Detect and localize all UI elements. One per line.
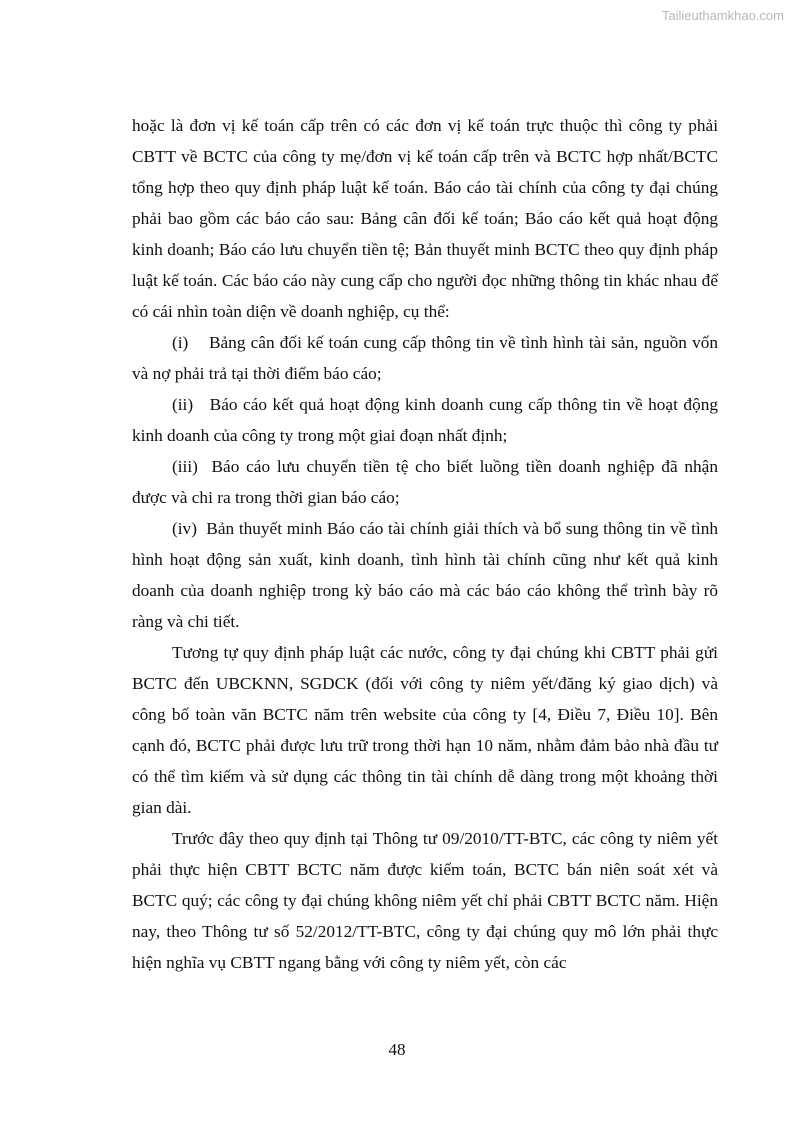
list-item-iii: (iii) Báo cáo lưu chuyển tiền tệ cho biết luồng tiền doanh nghiệp đã nhận được và chi ra trong thời gian báo cáo; — [132, 457, 718, 507]
document-body — [132, 110, 718, 978]
page-number: 48 — [388, 1040, 406, 1059]
paragraph-bctc-submission: Tương tự quy định pháp luật các nước, công ty đại chúng khi CBTT phải gửi BCTC đến UBCKNN, SGDCK (đối với công ty niêm yết/đăng ký giao dịch) và công bố toàn văn BCTC năm trên website của công ty [4, Điều 7, Điều 10]. Bên cạnh đó, BCTC phải được lưu trữ trong thời hạn 10 năm, nhằm đảm bảo nhà đầu tư có thể tìm kiếm và sử dụng các thông tin tài chính dễ dàng trong một khoảng thời gian dài. — [132, 643, 718, 817]
list-item-ii: (ii) Báo cáo kết quả hoạt động kinh doanh cung cấp thông tin về hoạt động kinh doanh của công ty trong một giai đoạn nhất định; — [132, 395, 718, 445]
list-item-i: (i) Bảng cân đối kế toán cung cấp thông tin về tình hình tài sản, nguồn vốn và nợ phải trả tại thời điểm báo cáo; — [132, 333, 718, 383]
paragraph-continuation: hoặc là đơn vị kế toán cấp trên có các đơn vị kế toán trực thuộc thì công ty phải CBTT về BCTC của công ty mẹ/đơn vị kế toán cấp trên và BCTC hợp nhất/BCTC tổng hợp theo quy định pháp luật kế toán. Báo cáo tài chính của công ty đại chúng phải bao gồm các báo cáo sau: Bảng cân đối kế toán; Báo cáo kết quả hoạt động kinh doanh; Báo cáo lưu chuyển tiền tệ; Bản thuyết minh BCTC theo quy định pháp luật kế toán. Các báo cáo này cung cấp cho người đọc những thông tin khác nhau để có cái nhìn toàn diện về doanh nghiệp, cụ thể: — [132, 116, 718, 321]
list-item-iv: (iv) Bản thuyết minh Báo cáo tài chính giải thích và bổ sung thông tin về tình hình hoạt động sản xuất, kinh doanh, tình hình tài chính cũng như kết quả kinh doanh của doanh nghiệp trong kỳ báo cáo mà các báo cáo không thể trình bày rõ ràng và chi tiết. — [132, 519, 718, 631]
paragraph-regulation-history: Trước đây theo quy định tại Thông tư 09/2010/TT-BTC, các công ty niêm yết phải thực hiện CBTT BCTC năm được kiểm toán, BCTC bán niên soát xét và BCTC quý; các công ty đại chúng không niêm yết chỉ phải CBTT BCTC năm. Hiện nay, theo Thông tư số 52/2012/TT-BTC, công ty đại chúng quy mô lớn phải thực hiện nghĩa vụ CBTT ngang bằng với công ty niêm yết, còn các — [132, 829, 718, 972]
watermark: Tailieuthamkhao.com — [661, 8, 784, 23]
